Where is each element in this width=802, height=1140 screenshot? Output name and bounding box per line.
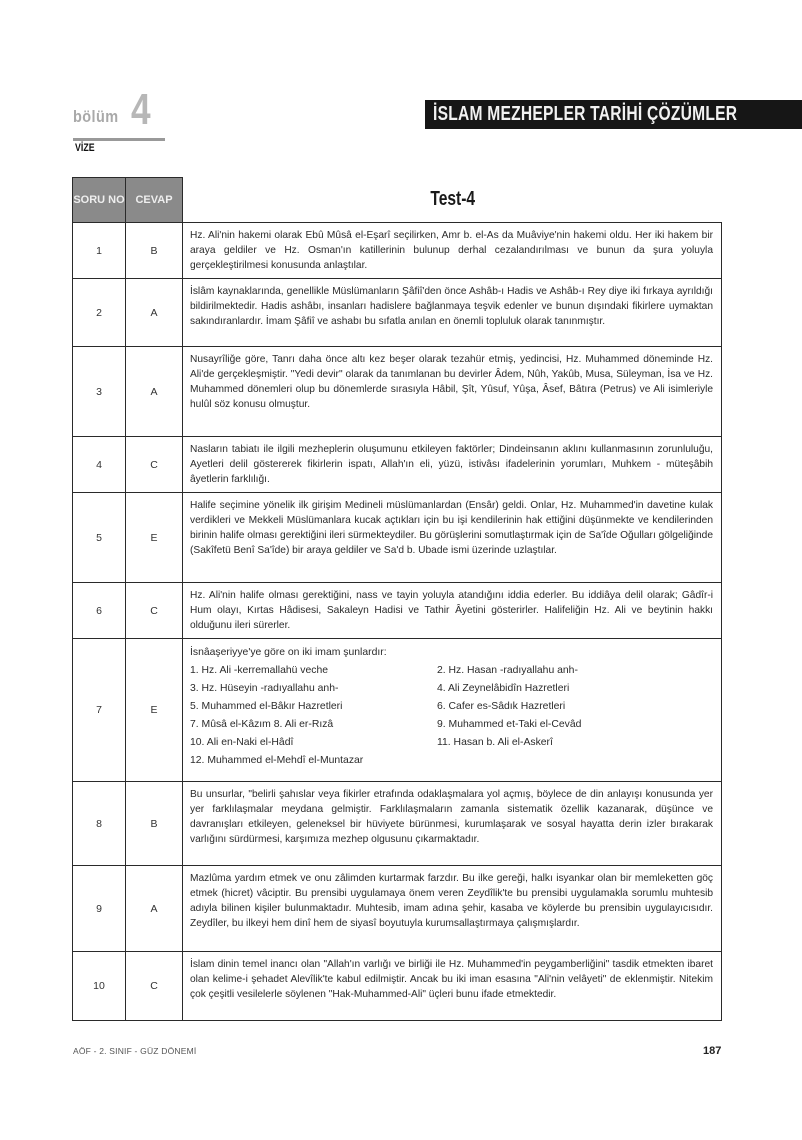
explanation-imam-list bbox=[183, 639, 722, 782]
question-number: 9 bbox=[73, 866, 126, 952]
explanation-text: Nusayrîliğe göre, Tanrı daha önce altı kez beşer olarak tezahür etmiş, yedincisi, Hz. Muhammed döneminde Hz. Ali'de gerçekleşmiştir. "Yedi devir" olarak da tanımlanan bu devirler Âdem, Nûh, Yakûb, Musa, Süleyman, İsa ve Hz. Muhammed dönemleri olup bu dönemlerde sırasıyla Hâbil, Şît, Yûsuf, Yûşa, Âsef, Bâtıra (Petrus) ve Ali isimleriyle hulûl söz konusu olmuştur. bbox=[183, 347, 722, 437]
explanation-text: Halife seçimine yönelik ilk girişim Medineli müslümanlardan (Ensâr) geldi. Onlar, Hz. Muhammed'in davetine kulak verdikleri ve Mekkeli Müslümanlara kucak açtıkları için bu işi kendilerinin hak ettiğini düşünmekte ve kendilerinden birinin halife olması gerektiğini ileri sürmekteydiler. Bu görüşlerini somutlaştırmak için de Sa'îde Oğulları gölgeliğinde (Sakîfetü Benî Sa'îde) bir araya geldiler ve Sa'd b. Ubade ismi üzerinde uzlaştılar. bbox=[183, 493, 722, 583]
explanation-text: Nasların tabiatı ile ilgili mezheplerin oluşumunu etkileyen faktörler; Dindeinsanın aklını kullanmasının zorunluluğu, Ayetleri delil göstererek fikirlerin ispatı, Allah'ın eli, yüzü, istivâsı ifadelerinin yorumları, Muhkem - müteşâbih âyetlerin farklılığı. bbox=[183, 437, 722, 493]
imam-item: 6. Cafer es-Sâdık Hazretleri bbox=[437, 701, 566, 712]
chapter-rule bbox=[73, 138, 165, 141]
table-row bbox=[73, 866, 722, 952]
table-row bbox=[73, 347, 722, 437]
answer-letter: E bbox=[126, 639, 183, 782]
answer-letter: C bbox=[126, 583, 183, 639]
explanation-text: Hz. Ali'nin hakemi olarak Ebû Mûsâ el-Eşarî seçilirken, Amr b. el-As da Muâviye'nin hakemi oldu. Her iki hakem bir araya geldiler ve Hz. Osman'ın katillerinin bulunup derhal cezalandırılması ve bunun da şura yoluyla gerçekleştirilmesi konusunda anlaştılar. bbox=[183, 223, 722, 279]
imam-item: 9. Muhammed et-Taki el-Cevâd bbox=[437, 719, 582, 730]
answer-letter: B bbox=[126, 782, 183, 866]
answer-letter: A bbox=[126, 347, 183, 437]
answer-table bbox=[72, 177, 722, 1021]
section-label: VİZE bbox=[75, 142, 95, 154]
table-row bbox=[73, 493, 722, 583]
answer-letter: C bbox=[126, 437, 183, 493]
answer-letter: B bbox=[126, 223, 183, 279]
imam-item: 3. Hz. Hüseyin -radıyallahu anh- bbox=[190, 683, 339, 694]
answer-letter: C bbox=[126, 952, 183, 1021]
answer-letter: A bbox=[126, 279, 183, 347]
chapter-label bbox=[73, 85, 166, 154]
imam-item: 10. Ali en-Naki el-Hâdî bbox=[190, 737, 294, 748]
imam-item: 4. Ali Zeynelâbidîn Hazretleri bbox=[437, 683, 570, 694]
footer-course-label: AÖF - 2. SINIF - GÜZ DÖNEMİ bbox=[73, 1046, 197, 1056]
table-row bbox=[73, 279, 722, 347]
question-number: 3 bbox=[73, 347, 126, 437]
test-title bbox=[183, 178, 722, 223]
question-number: 7 bbox=[73, 639, 126, 782]
page-number: 187 bbox=[703, 1045, 722, 1057]
question-number: 6 bbox=[73, 583, 126, 639]
page-title: İSLAM MEZHEPLER TARİHİ ÇÖZÜMLER bbox=[433, 103, 738, 125]
question-number: 5 bbox=[73, 493, 126, 583]
explanation-text: Hz. Ali'nin halife olması gerektiğini, nass ve tayin yoluyla atandığını iddia ederler. Bu iddiâya delil olarak; Gâdîr-i Hum olayı, Kırtas Hâdisesi, Sakaleyn Hadisi ve Tathir Âyetini gösterirler. Halifeliğin Hz. Ali ve beytinin hakkı olduğunu ileri sürerler. bbox=[183, 583, 722, 639]
imam-item: 12. Muhammed el-Mehdî el-Muntazar bbox=[190, 755, 364, 766]
imam-list bbox=[190, 644, 713, 770]
explanation-text: Mazlûma yardım etmek ve onu zâlimden kurtarmak farzdır. Bu ilke gereği, halkı isyankar olan bir memleketten göç etmek (hicret) vâciptir. Bu prensibi uygulamaya önem veren Zeydîlik'te bu prensibi uygulamakla sorumlu muhtesib adıyla bilinen kişiler bulunmaktadır. Muhtesib, imam adına şehir, kasaba ve köylerde bu prensibin uygulayıcısıdır. Zeydîler, bu ilkeyi hem dinî hem de siyasî boyutuyla kurumsallaştırmaya çalışmışlardır. bbox=[183, 866, 722, 952]
chapter-number: 4 bbox=[131, 85, 151, 134]
explanation-text: Bu unsurlar, "belirli şahıslar veya fikirler etrafında odaklaşmalara yol açmış, böylece de din anlayışı konusunda yer yer farklılaşmalar meydana gelmiştir. Farklılaşmaların zamanla sistematik özellik kazanarak, düşünce ve davranışları etkileyen, geleneksel bir hüviyete bürünmesi, kurumlaşarak ve sosyal hayatta derin izler bırakarak varlığını sürdürmesi, karşımıza mezhep olgusunu çıkarmaktadır. bbox=[183, 782, 722, 866]
explanation-text: İslâm kaynaklarında, genellikle Müslümanların Şâfiî'den önce Ashâb-ı Hadis ve Ashâb-ı Rey diye iki fırkaya ayrıldığı bildirilmektedir. Hadis ashâbı, insanları hadislere bağlanmaya teşvik edenler ve bunun dışındaki fikirlere uymaktan sakındıranlardır. İmam Şâfiî ve ashabı bu sıfatla anılan en önemli topluluk olarak tanınmıştır. bbox=[183, 279, 722, 347]
test-title-text: Test-4 bbox=[429, 188, 475, 211]
imam-item: 11. Hasan b. Ali el-Askerî bbox=[437, 737, 553, 748]
table-row bbox=[73, 782, 722, 866]
table-row bbox=[73, 639, 722, 782]
answer-letter: E bbox=[126, 493, 183, 583]
imam-item: 7. Mûsâ el-Kâzım 8. Ali er-Rızâ bbox=[190, 719, 334, 730]
answer-letter: A bbox=[126, 866, 183, 952]
imam-item: 1. Hz. Ali -kerremallahü veche bbox=[190, 665, 329, 676]
question-number: 1 bbox=[73, 223, 126, 279]
imam-list-intro: İsnâaşeriyye'ye göre on iki imam şunlardır: bbox=[190, 647, 387, 658]
question-number: 8 bbox=[73, 782, 126, 866]
column-header-soru-no: SORU NO bbox=[73, 178, 126, 223]
table-row bbox=[73, 223, 722, 279]
table-row bbox=[73, 437, 722, 493]
imam-item: 5. Muhammed el-Bâkır Hazretleri bbox=[190, 701, 343, 712]
table-row bbox=[73, 952, 722, 1021]
table-row bbox=[73, 583, 722, 639]
column-header-cevap: CEVAP bbox=[126, 178, 183, 223]
chapter-word: bölüm bbox=[73, 107, 119, 126]
question-number: 2 bbox=[73, 279, 126, 347]
table-header-row bbox=[73, 178, 722, 223]
imam-item: 2. Hz. Hasan -radıyallahu anh- bbox=[437, 665, 578, 676]
page-title-banner bbox=[425, 100, 802, 129]
question-number: 4 bbox=[73, 437, 126, 493]
explanation-text: İslam dinin temel inancı olan "Allah'ın varlığı ve birliği ile Hz. Muhammed'in peygamberliğini" tasdik etmekten ibaret olan kelime-i şehadet Alevîlik'te kabul edilmiştir. Ancak bu iki iman esasına "Ali'nin velâyeti" de eklenmiştir. Nitekim çok çeşitli vesilelerle söylenen "Hak-Muhammed-Ali" üçleri bunu ifade etmektedir. bbox=[183, 952, 722, 1021]
question-number: 10 bbox=[73, 952, 126, 1021]
